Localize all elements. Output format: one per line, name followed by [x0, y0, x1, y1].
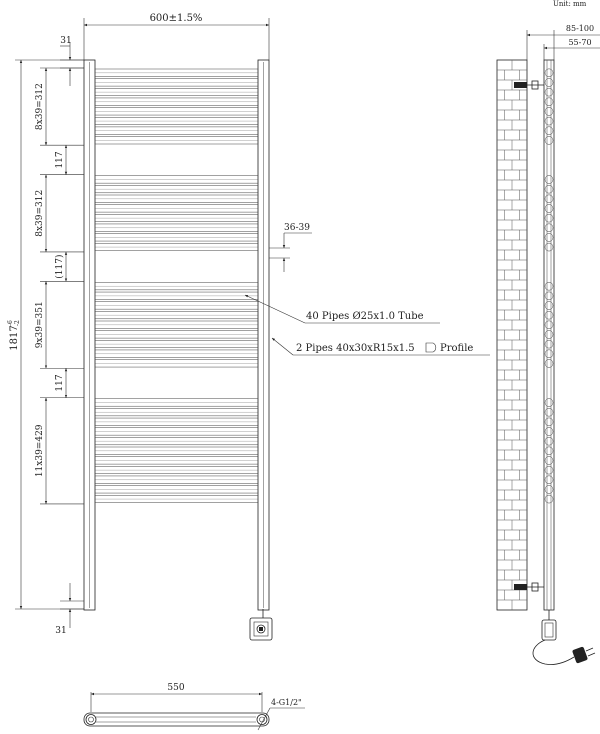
tube-section: [545, 437, 553, 445]
bottom-view: [84, 683, 305, 730]
tube-section: [545, 243, 553, 251]
bottom-width-label: 550: [167, 683, 185, 693]
tube-section: [545, 136, 553, 144]
tube-section: [545, 456, 553, 464]
tube-section: [545, 127, 553, 135]
gap-label: (117): [55, 254, 65, 279]
tube-section: [545, 408, 553, 416]
side-dim-outer: 85-100: [565, 24, 595, 33]
tube-section: [545, 447, 553, 455]
tube-section: [545, 350, 553, 358]
bottom-offset-label: 31: [55, 626, 67, 636]
tube-section: [545, 117, 553, 125]
tube-section: [545, 340, 553, 348]
tube-section: [545, 485, 553, 493]
rail-gap-label: 36-39: [284, 223, 310, 233]
tube-section: [545, 98, 553, 106]
group-label: 11x39=429: [35, 424, 45, 478]
unit-label: Unit: mm: [553, 0, 587, 8]
tube-section: [545, 466, 553, 474]
tube-section: [545, 185, 553, 193]
group-label: 8x39=312: [35, 189, 45, 237]
tube-section: [545, 282, 553, 290]
tube-section: [545, 330, 553, 338]
tube-section: [545, 88, 553, 96]
tube-section: [545, 224, 553, 232]
tube-section: [545, 233, 553, 241]
tube-section: [545, 69, 553, 77]
tube-section: [545, 495, 553, 503]
callout-tubes: 40 Pipes Ø25x1.0 Tube: [306, 311, 424, 322]
tube-section: [545, 428, 553, 436]
group-dimensions: [35, 68, 84, 504]
top-offset-label: 31: [60, 36, 72, 46]
height-label: 1817: [9, 325, 20, 351]
heating-element-icon: [250, 609, 272, 640]
width-label: 600±1.5%: [149, 13, 203, 24]
left-connection-icon: [86, 715, 96, 725]
tube-section: [545, 359, 553, 367]
tube-section: [545, 399, 553, 407]
side-tube-sections: [545, 69, 553, 503]
plug-icon: [572, 646, 595, 663]
tube-section: [545, 78, 553, 86]
heating-element-side-icon: [533, 610, 574, 665]
height-tol-lower: -2: [14, 320, 21, 326]
bottom-bracket-icon: [514, 583, 544, 591]
side-dim-inner: 55-70: [568, 38, 592, 47]
tube-section: [545, 321, 553, 329]
bottom-profile: [84, 713, 269, 726]
gap-label: 117: [55, 374, 65, 392]
tube-section: [545, 176, 553, 184]
group-label: 8x39=312: [35, 83, 45, 131]
tube-section: [545, 204, 553, 212]
height-tol-upper: -6: [7, 320, 14, 326]
wall-bricks: [497, 60, 527, 610]
tube-section: [545, 292, 553, 300]
top-bracket-icon: [514, 81, 544, 89]
horizontal-tubes: [95, 69, 258, 503]
tube-section: [545, 418, 553, 426]
tube-section: [545, 311, 553, 319]
group-label: 9x39=351: [35, 301, 45, 349]
callout-rails: 2 Pipes 40x30xR15x1.5: [296, 343, 415, 354]
tube-section: [545, 195, 553, 203]
tube-section: [545, 476, 553, 484]
tube-section: [545, 214, 553, 222]
d-profile-icon: [426, 343, 436, 352]
side-view: [497, 24, 600, 665]
connection-label: 4-G1/2": [271, 698, 302, 707]
tube-section: [545, 302, 553, 310]
front-view: [7, 13, 490, 640]
gap-label: 117: [55, 151, 65, 169]
callout-rails-suffix: Profile: [440, 343, 474, 354]
tube-section: [545, 107, 553, 115]
